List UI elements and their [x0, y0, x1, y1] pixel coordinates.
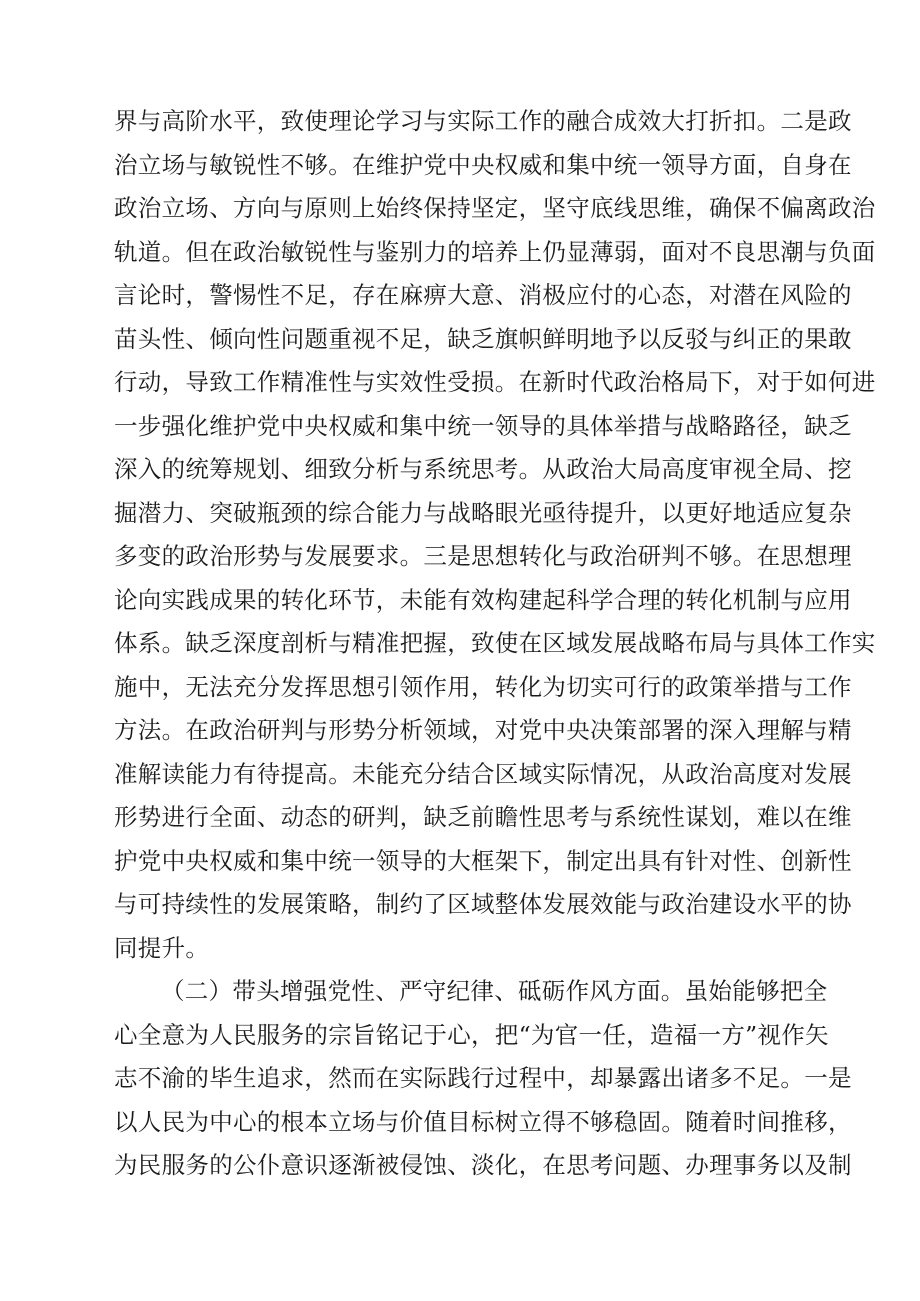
text-line: 与可持续性的发展策略，制约了区域整体发展效能与政治建设水平的协 [114, 890, 852, 918]
text-line: 行动，导致工作精准性与实效性受损。在新时代政治格局下，对于如何进 [114, 368, 876, 396]
text-line: 准解读能力有待提高。未能充分结合区域实际情况，从政治高度对发展 [114, 759, 852, 788]
text-line: 政治立场、方向与原则上始终保持坚定，坚守底线思维，确保不偏离政治 [114, 194, 876, 222]
text-line: 言论时，警惕性不足，存在麻痹大意、消极应付的心态，对潜在风险的 [114, 281, 852, 309]
text-line: 心全意为人民服务的宗旨铭记于心，把“为官一任，造福一方”视作矢 [114, 1020, 829, 1049]
text-line: 志不渝的毕生追求，然而在实际践行过程中，却暴露出诸多不足。一是 [114, 1064, 852, 1092]
text-line: 体系。缺乏深度剖析与精准把握，致使在区域发展战略布局与具体工作实 [114, 629, 876, 657]
text-line: 掘潜力、突破瓶颈的综合能力与战略眼光亟待提升，以更好地适应复杂 [114, 498, 852, 527]
text-line: 一步强化维护党中央权威和集中统一领导的具体举措与战略路径，缺乏 [114, 411, 852, 440]
text-line: 多变的政治形势与发展要求。三是思想转化与政治研判不够。在思想理 [114, 542, 852, 570]
text-line: 深入的统筹规划、细致分析与系统思考。从政治大局高度审视全局、挖 [114, 455, 852, 483]
text-line: 施中，无法充分发挥思想引领作用，转化为切实可行的政策举措与工作 [114, 672, 852, 701]
text-line: 形势进行全面、动态的研判，缺乏前瞻性思考与系统性谋划，难以在维 [114, 803, 852, 831]
text-line: 治立场与敏锐性不够。在维护党中央权威和集中统一领导方面，自身在 [114, 150, 852, 179]
text-line: 护党中央权威和集中统一领导的大框架下，制定出具有针对性、创新性 [114, 846, 852, 875]
text-line: 苗头性、倾向性问题重视不足，缺乏旗帜鲜明地予以反驳与纠正的果敢 [114, 324, 852, 353]
text-line: 论向实践成果的转化环节，未能有效构建起科学合理的转化机制与应用 [114, 585, 852, 614]
text-line: 方法。在政治研判与形势分析领域，对党中央决策部署的深入理解与精 [114, 716, 852, 744]
body-text [114, 100, 876, 1188]
text-line: 同提升。 [114, 933, 210, 962]
section-heading-line: （二）带头增强党性、严守纪律、砥砺作风方面。虽始能够把全 [161, 977, 828, 1005]
text-line: 以人民为中心的根本立场与价值目标树立得不够稳固。随着时间推移， [114, 1107, 852, 1136]
text-line: 界与高阶水平，致使理论学习与实际工作的融合成效大打折扣。二是政 [114, 107, 852, 135]
text-line: 轨道。但在政治敏锐性与鉴别力的培养上仍显薄弱，面对不良思潮与负面 [114, 237, 876, 266]
text-line: 为民服务的公仆意识逐渐被侵蚀、淡化，在思考问题、办理事务以及制 [114, 1151, 852, 1179]
